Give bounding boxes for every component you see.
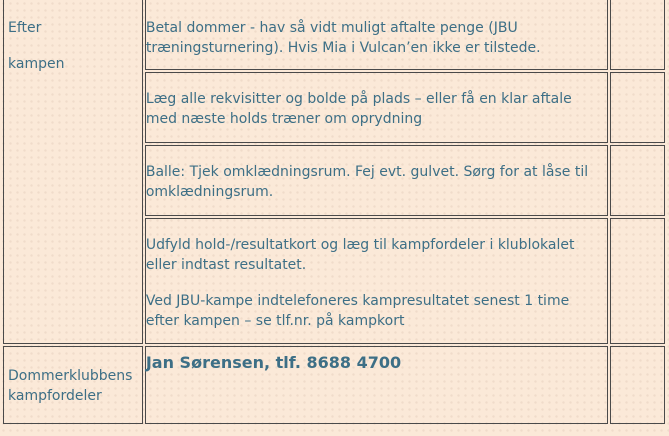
task-cell <box>145 218 608 344</box>
referee-label-line1: Dommerklubbens <box>8 368 133 384</box>
after-match-label-cell <box>3 0 143 344</box>
empty-cell <box>610 0 665 70</box>
table-row <box>3 0 665 70</box>
empty-cell <box>610 346 665 424</box>
empty-cell <box>610 72 665 143</box>
task-text: Udfyld hold-/resultatkort og læg til kampfordeler i klublokalet eller indtast resultatet. <box>145 237 575 273</box>
referee-contact-cell <box>145 346 608 424</box>
task-cell <box>145 0 608 70</box>
task-cell <box>145 72 608 143</box>
referee-label-cell <box>3 346 143 424</box>
task-text-secondary: Ved JBU-kampe indtelefoneres kampresultatet senest 1 time efter kampen – se tlf.nr. på kampkort <box>145 293 570 329</box>
task-table <box>1 0 667 426</box>
referee-label-line2: kampfordeler <box>8 388 102 404</box>
task-text: Betal dommer - hav så vidt muligt aftalte penge (JBU træningsturnering). Hvis Mia i Vulcan’en ikke er tilstede. <box>145 20 541 56</box>
after-match-label-line2: kampen <box>8 56 65 72</box>
task-cell <box>145 145 608 216</box>
referee-contact: Jan Sørensen, tlf. 8688 4700 <box>145 353 402 372</box>
empty-cell <box>610 218 665 344</box>
empty-cell <box>610 145 665 216</box>
task-text: Læg alle rekvisitter og bolde på plads – eller få en klar aftale med næste holds træner om oprydning <box>145 91 572 127</box>
table-row <box>3 346 665 424</box>
after-match-label-line1: Efter <box>8 20 42 36</box>
task-text: Balle: Tjek omklædningsrum. Fej evt. gulvet. Sørg for at låse til omklædningsrum. <box>145 164 589 200</box>
